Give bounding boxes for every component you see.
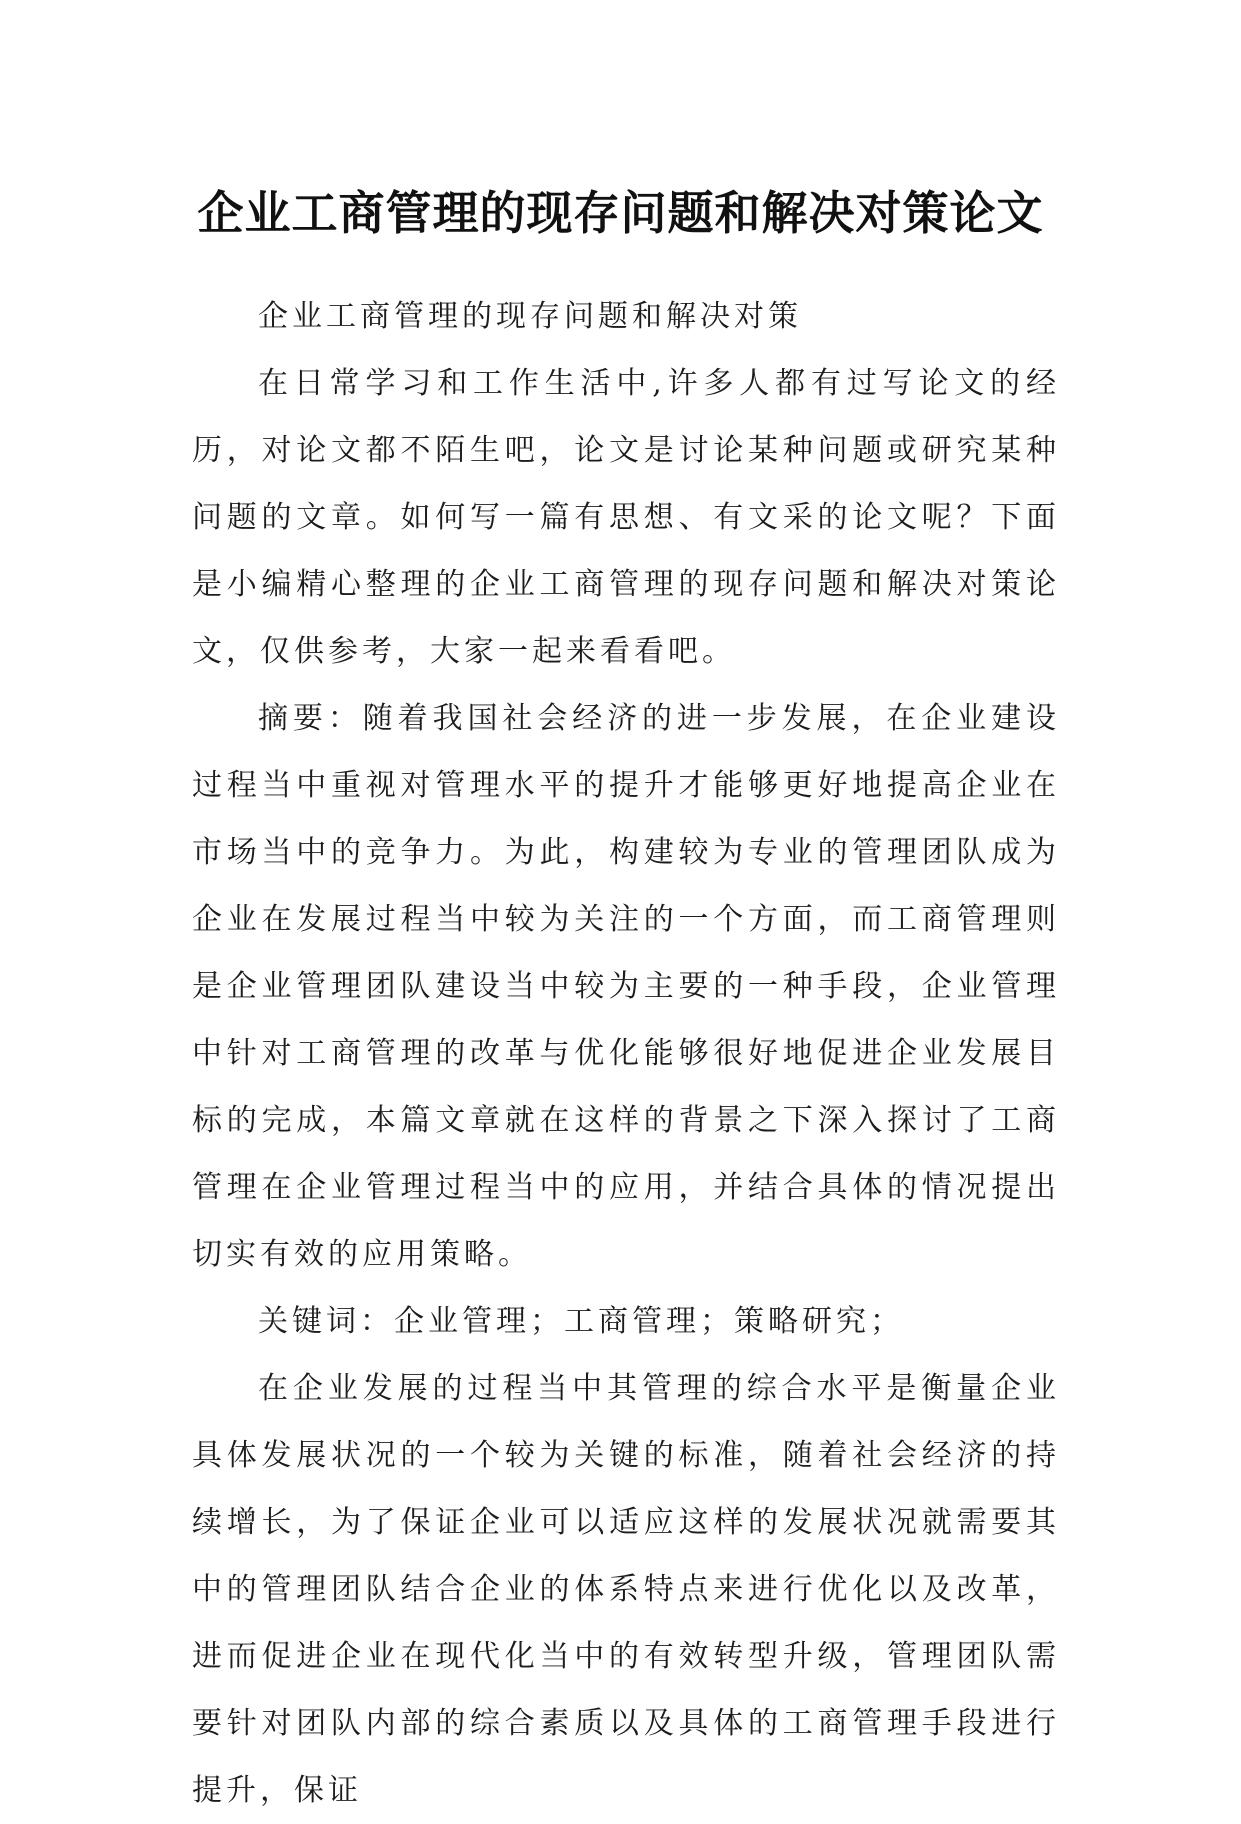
paragraph-intro: 在日常学习和工作生活中,许多人都有过写论文的经历，对论文都不陌生吧，论文是讨论某种问题或研究某种问题的文章。如何写一篇有思想、有文采的论文呢？下面是小编精心整理的企业工商管理的现存问题和解决对策论文，仅供参考，大家一起来看看吧。 xyxy=(192,366,1060,669)
paragraph-abstract: 摘要：随着我国社会经济的进一步发展，在企业建设过程当中重视对管理水平的提升才能够更好地提高企业在市场当中的竞争力。为此，构建较为专业的管理团队成为企业在发展过程当中较为关注的一个方面，而工商管理则是企业管理团队建设当中较为主要的一种手段，企业管理中针对工商管理的改革与优化能够很好地促进企业发展目标的完成，本篇文章就在这样的背景之下深入探讨了工商管理在企业管理过程当中的应用，并结合具体的情况提出切实有效的应用策略。 xyxy=(192,701,1060,1272)
paragraph-keywords: 关键词：企业管理；工商管理；策略研究； xyxy=(258,1304,904,1339)
paragraph-subtitle: 企业工商管理的现存问题和解决对策 xyxy=(258,299,802,334)
document-body xyxy=(192,283,1060,1824)
paragraph-body: 在企业发展的过程当中其管理的综合水平是衡量企业具体发展状况的一个较为关键的标准，随着社会经济的持续增长，为了保证企业可以适应这样的发展状况就需要其中的管理团队结合企业的体系特点来进行优化以及改革，进而促进企业在现代化当中的有效转型升级，管理团队需要针对团队内部的综合素质以及具体的工商管理手段进行提升，保证 xyxy=(192,1371,1060,1808)
document-title: 企业工商管理的现存问题和解决对策论文 xyxy=(197,185,1044,240)
